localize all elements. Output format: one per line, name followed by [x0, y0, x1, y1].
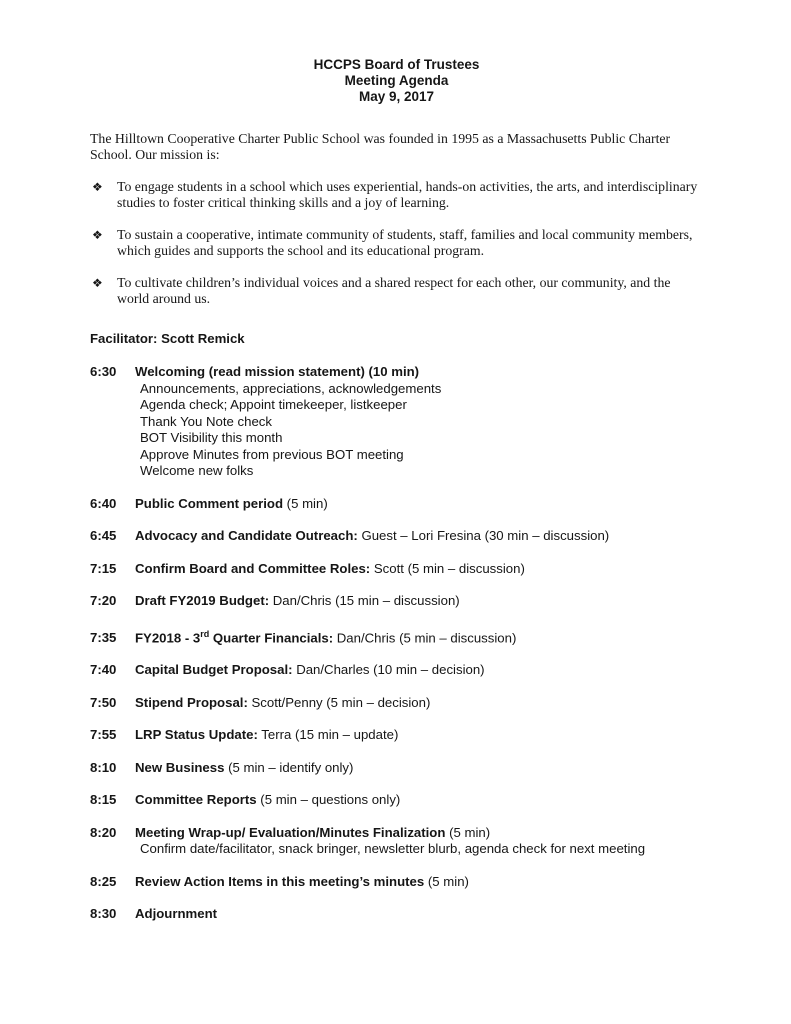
- agenda-item-815: [90, 792, 703, 809]
- agenda-subline: Welcome new folks: [140, 463, 254, 478]
- intro-paragraph: The Hilltown Cooperative Charter Public School was founded in 1995 as a Massachusetts Public Charter School. Our mission is:: [90, 131, 671, 162]
- agenda-detail: Dan/Charles (10 min – decision): [292, 662, 485, 678]
- agenda-item-715: [90, 561, 703, 578]
- agenda-time: 8:15: [90, 792, 117, 808]
- agenda-time: 7:50: [90, 694, 117, 710]
- mission-bullet-text: To sustain a cooperative, intimate community of students, staff, families and local community members, which guides and supports the school and its educational program.: [117, 227, 693, 258]
- agenda-subline: Agenda check; Appoint timekeeper, listkeeper: [140, 397, 407, 412]
- agenda-title: Stipend Proposal:: [135, 694, 248, 710]
- mission-bullet: [90, 275, 703, 307]
- agenda-list: [90, 364, 703, 923]
- agenda-time: 8:20: [90, 824, 117, 840]
- agenda-sublines: [140, 841, 703, 858]
- agenda-detail: Guest – Lori Fresina (30 min – discussion): [357, 528, 610, 543]
- mission-bullet-text: To engage students in a school which uses experiential, hands-on activities, the arts, and interdisciplinary studies to foster critical thinking skills and a joy of learning.: [117, 179, 698, 210]
- agenda-time: 7:40: [90, 662, 117, 678]
- agenda-title: Advocacy and Candidate Outreach:: [135, 528, 358, 543]
- agenda-detail: (5 min): [283, 495, 328, 511]
- agenda-time: 7:55: [90, 727, 117, 743]
- agenda-item-645: [90, 528, 703, 545]
- mission-bullet: [90, 227, 703, 259]
- agenda-title: LRP Status Update:: [135, 727, 258, 743]
- mission-bullet-text: To cultivate children’s individual voices and a shared respect for each other, our community, and the world around us.: [117, 275, 671, 306]
- agenda-time: 8:25: [90, 873, 117, 889]
- agenda-title: Capital Budget Proposal:: [135, 662, 293, 678]
- agenda-title: Meeting Wrap-up/ Evaluation/Minutes Finalization: [135, 824, 446, 840]
- agenda-title: FY2018 - 3: [135, 629, 201, 645]
- agenda-title: Confirm Board and Committee Roles:: [135, 560, 371, 576]
- doc-title: HCCPS Board of Trustees: [313, 57, 480, 72]
- agenda-item-810: [90, 760, 703, 777]
- agenda-sublines: [140, 381, 703, 480]
- agenda-item-750: [90, 695, 703, 712]
- agenda-detail: Dan/Chris (15 min – discussion): [269, 593, 460, 608]
- agenda-time: 6:40: [90, 495, 117, 511]
- agenda-detail: Scott (5 min – discussion): [370, 560, 525, 576]
- agenda-item-640: [90, 496, 703, 513]
- diamond-bullet-icon: ❖: [92, 276, 103, 290]
- agenda-item-740: [90, 662, 703, 679]
- agenda-detail: Terra (15 min – update): [257, 727, 399, 743]
- agenda-item-735: [90, 626, 703, 647]
- agenda-time: 6:30: [90, 364, 117, 379]
- agenda-title: Committee Reports: [135, 792, 257, 808]
- agenda-subline: BOT Visibility this month: [140, 430, 283, 445]
- agenda-title: Public Comment period: [135, 495, 284, 511]
- agenda-item-825: [90, 874, 703, 891]
- agenda-main-line: [90, 364, 703, 381]
- agenda-time: 7:35: [90, 629, 117, 645]
- agenda-detail: (5 min – identify only): [224, 759, 354, 775]
- agenda-detail: (5 min – questions only): [256, 792, 401, 808]
- agenda-item-630: [90, 364, 703, 480]
- agenda-detail: (5 min): [424, 873, 469, 889]
- document-header: [90, 57, 703, 105]
- agenda-title: New Business: [135, 759, 225, 775]
- agenda-detail: (5 min): [445, 824, 491, 840]
- agenda-main-line: [90, 825, 703, 842]
- diamond-bullet-icon: ❖: [92, 228, 103, 242]
- agenda-title: Draft FY2019 Budget:: [135, 593, 270, 608]
- agenda-time: 6:45: [90, 528, 117, 543]
- agenda-subline: Approve Minutes from previous BOT meeting: [140, 446, 404, 462]
- ordinal-superscript: rd: [200, 628, 210, 639]
- agenda-subline: Thank You Note check: [140, 413, 272, 429]
- doc-subtitle: Meeting Agenda: [344, 73, 449, 88]
- mission-bullet: [90, 179, 703, 211]
- agenda-title: Quarter Financials:: [209, 629, 334, 645]
- agenda-title: Welcoming (read mission statement) (10 min): [135, 364, 420, 379]
- agenda-detail: Dan/Chris (5 min – discussion): [333, 629, 517, 645]
- diamond-bullet-icon: ❖: [92, 180, 103, 194]
- agenda-time: 8:30: [90, 906, 117, 922]
- agenda-title: Adjournment: [135, 906, 218, 922]
- agenda-subline: Confirm date/facilitator, snack bringer, newsletter blurb, agenda check for next meeting: [140, 841, 646, 857]
- facilitator-line: Facilitator: Scott Remick: [90, 331, 245, 346]
- agenda-item-820: [90, 825, 703, 858]
- agenda-subline: Announcements, appreciations, acknowledgements: [140, 380, 442, 396]
- agenda-time: 8:10: [90, 759, 117, 775]
- doc-date: May 9, 2017: [358, 89, 435, 104]
- agenda-item-830: [90, 906, 703, 923]
- agenda-detail: Scott/Penny (5 min – decision): [247, 694, 431, 710]
- agenda-time: 7:15: [90, 560, 117, 576]
- agenda-item-720: [90, 593, 703, 610]
- agenda-title: Review Action Items in this meeting’s minutes: [135, 873, 425, 889]
- agenda-time: 7:20: [90, 593, 117, 608]
- agenda-item-755: [90, 727, 703, 744]
